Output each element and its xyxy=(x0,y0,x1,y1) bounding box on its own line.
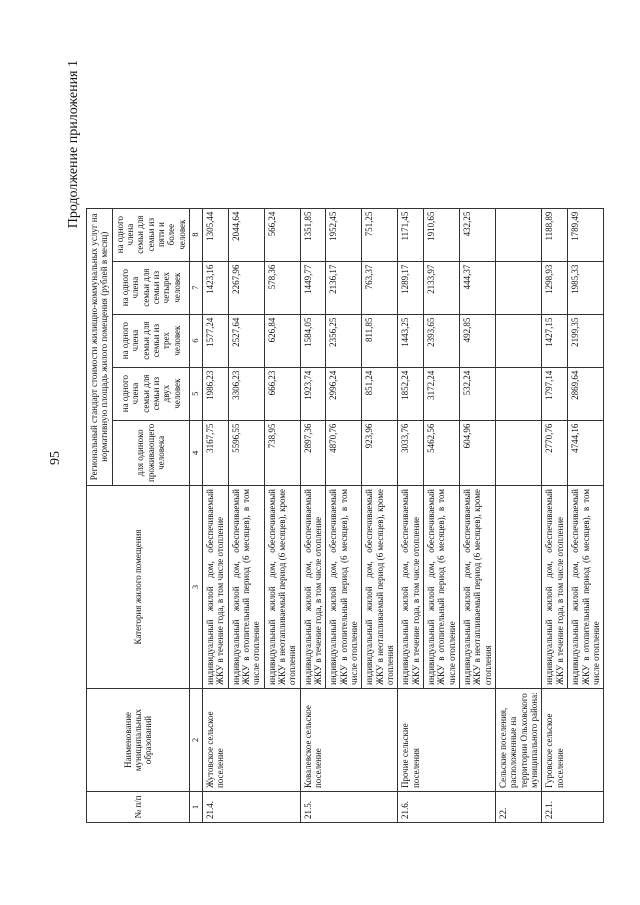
value-cell: 3033,76 xyxy=(398,420,424,485)
row-number: 22. xyxy=(496,792,542,823)
row-number: 22.1. xyxy=(542,792,604,823)
header-row xyxy=(87,208,113,822)
table-row xyxy=(542,208,568,822)
column-index: 7 xyxy=(190,261,203,314)
value-cell: 1423,16 xyxy=(202,261,228,314)
header-standard: Региональный стандарт стоимости жилищно-коммунальных услуг на нормативную площадь жилого помещения (рублей в месяц) xyxy=(87,208,113,485)
value-cell: 1952,45 xyxy=(326,208,362,261)
value-cell: 1449,77 xyxy=(300,261,326,314)
table-row xyxy=(496,208,542,822)
table-row xyxy=(202,208,228,822)
value-cell: 2393,65 xyxy=(424,314,460,367)
value-cell: 811,85 xyxy=(362,314,398,367)
housing-category: индивидуальный жилой дом, обеспечиваемый ЖКУ в течение года, в том числе отопление xyxy=(300,486,326,689)
value-cell: 3306,23 xyxy=(228,367,264,420)
column-index-row xyxy=(190,208,203,822)
appendix-caption: Продолжение приложения 1 xyxy=(66,60,81,229)
housing-category: индивидуальный жилой дом, обеспечиваемый ЖКУ в неотапливаемый период (6 месяцев), кроме отопления xyxy=(460,486,496,689)
column-index: 4 xyxy=(190,420,203,485)
value-cell: 2869,64 xyxy=(568,367,604,420)
value-cell xyxy=(496,314,542,367)
value-cell: 4870,76 xyxy=(326,420,362,485)
value-cell: 578,36 xyxy=(264,261,300,314)
housing-category: индивидуальный жилой дом, обеспечиваемый ЖКУ в течение года, в том числе отопление xyxy=(398,486,424,689)
value-cell: 1797,14 xyxy=(542,367,568,420)
value-cell: 532,24 xyxy=(460,367,496,420)
municipality-name: Жутовское сельское поселение xyxy=(202,689,300,792)
header-category: Категория жилого помещения xyxy=(87,486,190,689)
value-cell xyxy=(496,420,542,485)
housing-category: индивидуальный жилой дом, обеспечиваемый ЖКУ в неотапливаемый период (6 месяцев), кроме отопления xyxy=(264,486,300,689)
value-cell: 2267,96 xyxy=(228,261,264,314)
value-cell: 1789,49 xyxy=(568,208,604,261)
value-cell: 751,25 xyxy=(362,208,398,261)
value-cell: 738,95 xyxy=(264,420,300,485)
subheader-col-5: на одного члена семьи для семьи из двух человек xyxy=(112,367,189,420)
column-index: 2 xyxy=(190,689,203,792)
value-cell: 1305,44 xyxy=(202,208,228,261)
value-cell: 666,23 xyxy=(264,367,300,420)
value-cell: 1923,74 xyxy=(300,367,326,420)
value-cell: 1188,89 xyxy=(542,208,568,261)
value-cell: 763,37 xyxy=(362,261,398,314)
value-cell xyxy=(496,367,542,420)
row-number: 21.4. xyxy=(202,792,300,823)
municipality-name: Прочие сельские поселения xyxy=(398,689,496,792)
housing-category xyxy=(496,486,542,689)
value-cell: 1298,93 xyxy=(542,261,568,314)
subheader-col-8: на одного члена семьи для семьи из пяти и более человек xyxy=(112,208,189,261)
value-cell: 2527,64 xyxy=(228,314,264,367)
value-cell: 1289,17 xyxy=(398,261,424,314)
row-number: 21.5. xyxy=(300,792,398,823)
subheader-col-7: на одного члена семьи для семьи из четырех человек xyxy=(112,261,189,314)
value-cell: 2996,24 xyxy=(326,367,362,420)
value-cell: 1427,15 xyxy=(542,314,568,367)
value-cell: 1443,25 xyxy=(398,314,424,367)
value-cell: 1577,24 xyxy=(202,314,228,367)
header-no: № п/п xyxy=(87,792,190,823)
housing-category: индивидуальный жилой дом, обеспечиваемый ЖКУ в течение года, в том числе отопление xyxy=(542,486,568,689)
value-cell: 2770,76 xyxy=(542,420,568,485)
value-cell: 4744,16 xyxy=(568,420,604,485)
value-cell: 2136,17 xyxy=(326,261,362,314)
municipality-name: Гуровское сельское поселение xyxy=(542,689,604,792)
header-municipality: Наименование муниципальных образований xyxy=(87,689,190,792)
column-index: 3 xyxy=(190,486,203,689)
value-cell: 432,25 xyxy=(460,208,496,261)
value-cell: 1985,33 xyxy=(568,261,604,314)
value-cell: 492,85 xyxy=(460,314,496,367)
value-cell: 1986,23 xyxy=(202,367,228,420)
value-cell: 923,96 xyxy=(362,420,398,485)
value-cell: 5462,56 xyxy=(424,420,460,485)
value-cell: 2044,64 xyxy=(228,208,264,261)
column-index: 6 xyxy=(190,314,203,367)
value-cell: 444,37 xyxy=(460,261,496,314)
municipality-name: Сельские поселения, расположенные на территории Ольховского муниципального района: xyxy=(496,689,542,792)
value-cell: 1171,45 xyxy=(398,208,424,261)
housing-category: индивидуальный жилой дом, обеспечиваемый ЖКУ в отопительный период (6 месяцев), в том числе отопление xyxy=(424,486,460,689)
value-cell: 604,96 xyxy=(460,420,496,485)
value-cell: 1910,65 xyxy=(424,208,460,261)
value-cell: 3172,24 xyxy=(424,367,460,420)
page-number: 95 xyxy=(48,451,63,465)
value-cell xyxy=(496,261,542,314)
housing-category: индивидуальный жилой дом, обеспечиваемый ЖКУ в течение года, в том числе отопление xyxy=(202,486,228,689)
value-cell: 2356,25 xyxy=(326,314,362,367)
value-cell: 1852,24 xyxy=(398,367,424,420)
value-cell: 2133,97 xyxy=(424,261,460,314)
row-number: 21.6. xyxy=(398,792,496,823)
value-cell: 851,24 xyxy=(362,367,398,420)
housing-category: индивидуальный жилой дом, обеспечиваемый ЖКУ в отопительный период (6 месяцев), в том числе отопление xyxy=(568,486,604,689)
value-cell: 1584,05 xyxy=(300,314,326,367)
value-cell: 626,84 xyxy=(264,314,300,367)
table-row xyxy=(398,208,424,822)
municipality-name: Ковалевское сельское поселение xyxy=(300,689,398,792)
value-cell: 2199,35 xyxy=(568,314,604,367)
value-cell: 1351,85 xyxy=(300,208,326,261)
value-cell: 2897,36 xyxy=(300,420,326,485)
column-index: 8 xyxy=(190,208,203,261)
column-index: 1 xyxy=(190,792,203,823)
housing-category: индивидуальный жилой дом, обеспечиваемый ЖКУ в неотапливаемый период (6 месяцев), кроме отопления xyxy=(362,486,398,689)
tariff-table xyxy=(86,208,604,823)
value-cell xyxy=(496,208,542,261)
value-cell: 5596,55 xyxy=(228,420,264,485)
value-cell: 566,24 xyxy=(264,208,300,261)
housing-category: индивидуальный жилой дом, обеспечиваемый ЖКУ в отопительный период (6 месяцев), в том числе отопление xyxy=(228,486,264,689)
subheader-col-4: для одиноко проживающего человека xyxy=(112,420,189,485)
table-row xyxy=(300,208,326,822)
housing-category: индивидуальный жилой дом, обеспечиваемый ЖКУ в отопительный период (6 месяцев), в том числе отопление xyxy=(326,486,362,689)
column-index: 5 xyxy=(190,367,203,420)
subheader-col-6: на одного члена семьи для семьи из трех человек xyxy=(112,314,189,367)
value-cell: 3167,75 xyxy=(202,420,228,485)
